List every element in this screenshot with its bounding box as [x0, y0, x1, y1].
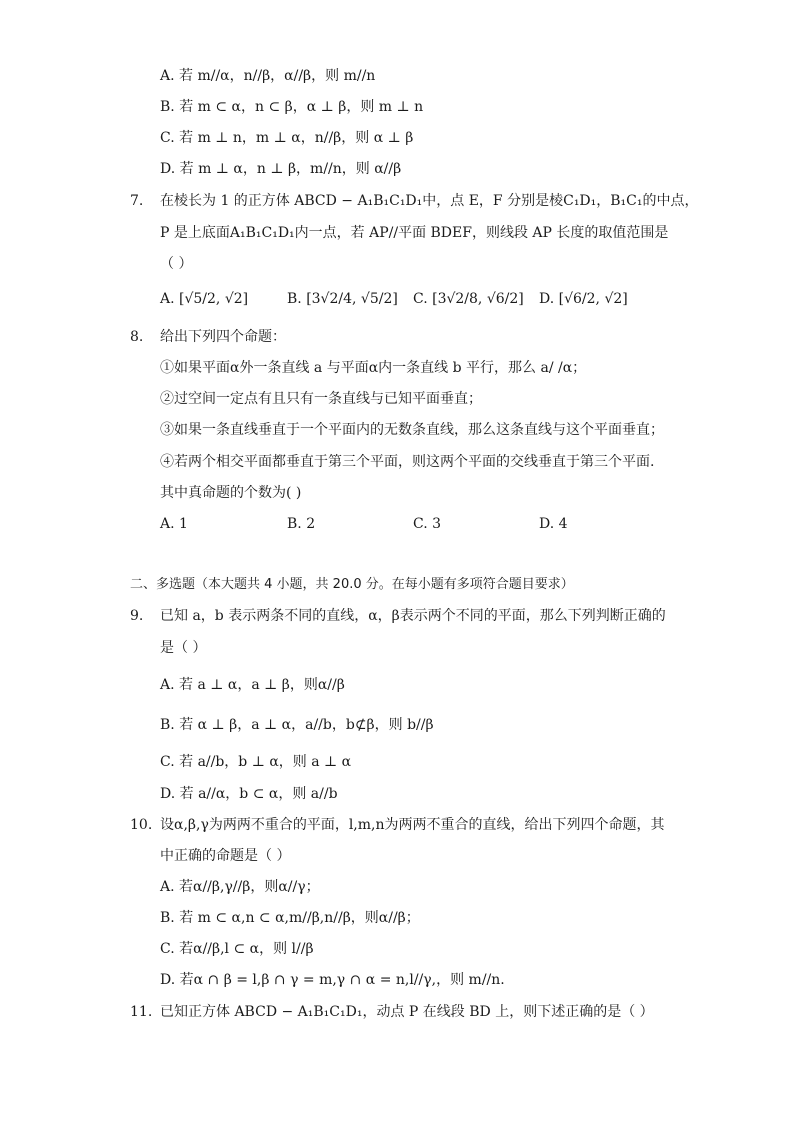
- q7-stem-line-3: （ ）: [160, 256, 193, 272]
- q8-option-d: D. 4: [539, 516, 568, 532]
- q7-stem-line-2: P 是上底面A₁B₁C₁D₁内一点，若 AP//平面 BDEF，则线段 AP 长度的取值范围是: [160, 225, 669, 241]
- q8-option-b: B. 2: [287, 516, 316, 532]
- q9-option-d: D. 若 a//α，b ⊂ α，则 a//b: [160, 786, 338, 802]
- q6-option-b: B. 若 m ⊂ α，n ⊂ β，α ⊥ β，则 m ⊥ n: [160, 99, 424, 115]
- q10-option-c: C. 若α//β,l ⊂ α，则 l//β: [160, 941, 314, 957]
- q11-stem-line-1: 已知正方体 ABCD − A₁B₁C₁D₁，动点 P 在线段 BD 上，则下述正确的是（ ）: [160, 1004, 654, 1020]
- q10-option-d: D. 若α ∩ β = l,β ∩ γ = m,γ ∩ α = n,l//γ,，则 m//n.: [160, 972, 505, 988]
- q7-stem-line-1: 在棱长为 1 的正方体 ABCD − A₁B₁C₁D₁中，点 E，F 分别是棱C₁D₁，B₁C₁的中点，: [160, 193, 699, 209]
- q7-option-b: B. [3√2/4, √5/2]: [287, 291, 398, 307]
- q8-option-a: A. 1: [160, 516, 188, 532]
- q10-stem-line-1: 设α,β,γ为两两不重合的平面，l,m,n为两两不重合的直线，给出下列四个命题，其: [160, 817, 665, 833]
- q7-option-a: A. [√5/2, √2]: [160, 291, 249, 307]
- q10-stem-line-2: 中正确的命题是（ ）: [160, 848, 291, 864]
- q9-stem-line-1: 已知 a，b 表示两条不同的直线，α，β表示两个不同的平面，那么下列判断正确的: [160, 608, 666, 624]
- q8-number: 8.: [130, 329, 144, 345]
- q7-number: 7.: [130, 193, 144, 209]
- q7-option-d: D. [√6/2, √2]: [539, 291, 628, 307]
- q7-option-c: C. [3√2/8, √6/2]: [413, 291, 524, 307]
- q6-option-c: C. 若 m ⊥ n，m ⊥ α，n//β，则 α ⊥ β: [160, 130, 414, 146]
- section-2-heading: 二、多选题（本大题共 4 小题，共 20.0 分。在每小题有多项符合题目要求）: [130, 577, 574, 592]
- q9-option-c: C. 若 a//b，b ⊥ α，则 a ⊥ α: [160, 754, 352, 770]
- q10-option-a: A. 若α//β,γ//β，则α//γ；: [160, 879, 320, 895]
- q6-option-a: A. 若 m//α，n//β，α//β，则 m//n: [160, 68, 376, 84]
- q9-number: 9.: [130, 608, 144, 624]
- q9-option-a: A. 若 a ⊥ α，a ⊥ β，则α//β: [160, 677, 345, 693]
- q9-stem-line-2: 是（ ）: [160, 640, 207, 656]
- q11-number: 11.: [130, 1004, 153, 1020]
- q8-proposition-2: ②过空间一定点有且只有一条直线与已知平面垂直；: [160, 391, 482, 407]
- q10-number: 10.: [130, 817, 153, 833]
- q10-option-b: B. 若 m ⊂ α,n ⊂ α,m//β,n//β，则α//β；: [160, 910, 420, 926]
- q8-proposition-3: ③如果一条直线垂直于一个平面内的无数条直线，那么这条直线与这个平面垂直；: [160, 422, 664, 438]
- q9-option-b: B. 若 α ⊥ β，a ⊥ α，a//b，b⊄β，则 b//β: [160, 717, 434, 733]
- q6-option-d: D. 若 m ⊥ α，n ⊥ β，m//n，则 α//β: [160, 161, 402, 177]
- q8-proposition-1: ①如果平面α外一条直线 a 与平面α内一条直线 b 平行，那么 a/ /α；: [160, 360, 587, 376]
- q8-stem-line-1: 给出下列四个命题：: [160, 329, 286, 345]
- q8-proposition-4: ④若两个相交平面都垂直于第三个平面，则这两个平面的交线垂直于第三个平面.: [160, 454, 655, 470]
- q8-question: 其中真命题的个数为( ): [160, 485, 302, 501]
- q8-option-c: C. 3: [413, 516, 442, 532]
